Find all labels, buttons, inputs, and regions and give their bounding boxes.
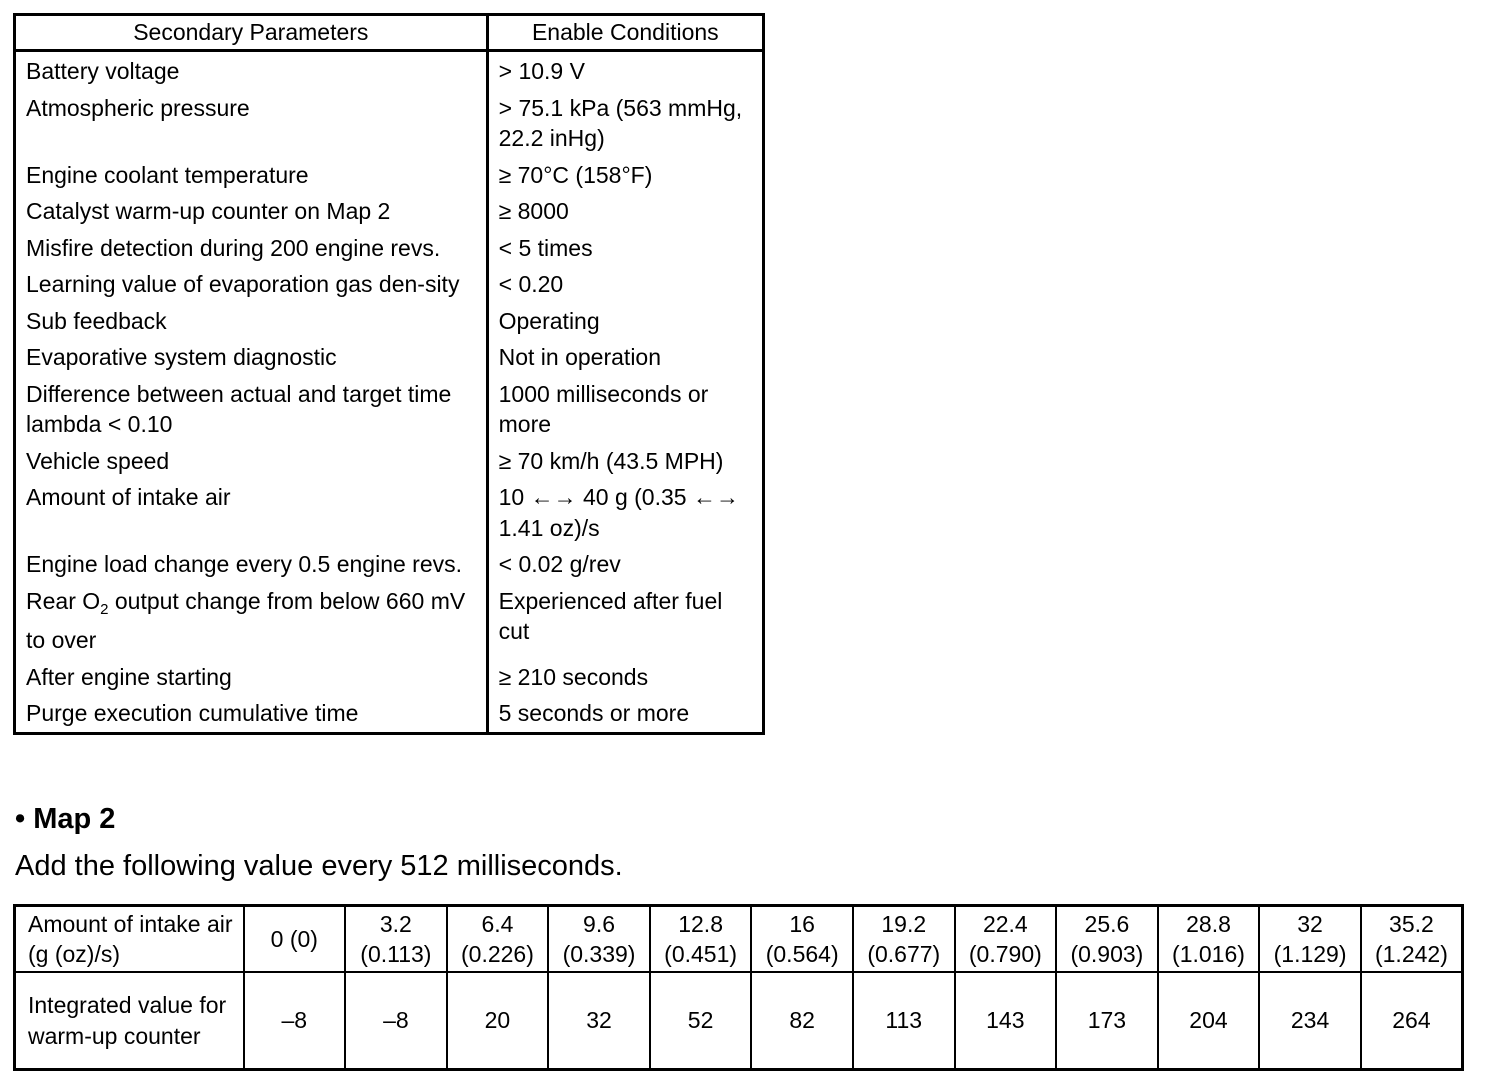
table-row — [15, 230, 764, 267]
column-header-enable-conditions: Enable Conditions — [487, 15, 763, 51]
intake-air-cell: 28.8 (1.016) — [1158, 906, 1260, 973]
table-row — [15, 376, 764, 443]
intake-air-cell: 19.2 (0.677) — [853, 906, 955, 973]
intake-air-cell: 25.6 (0.903) — [1056, 906, 1158, 973]
rear-o2-text-start: Rear O — [26, 587, 101, 614]
secondary-parameters-table — [13, 13, 765, 735]
table-header-row — [15, 15, 764, 51]
condition-cell: Operating — [498, 307, 600, 334]
integrated-value-cell: 20 — [447, 972, 549, 1070]
column-header-secondary-parameters: Secondary Parameters — [15, 15, 488, 51]
map-2-table — [13, 904, 1464, 1071]
condition-cell: Experienced after fuel cut — [498, 587, 723, 644]
parameter-cell: Learning value of evaporation gas den-sity — [15, 266, 488, 303]
condition-cell: < 0.02 g/rev — [498, 551, 621, 577]
integrated-value-cell: 234 — [1259, 972, 1361, 1070]
intake-air-cell: 16 (0.564) — [751, 906, 853, 973]
condition-cell: ≥ 70 km/h (43.5 MPH) — [498, 447, 724, 474]
condition-cell: 1000 milliseconds or more — [498, 380, 709, 437]
integrated-value-row — [15, 972, 1463, 1070]
table-row — [15, 546, 764, 583]
integrated-value-cell: 264 — [1361, 972, 1463, 1070]
parameter-cell: Engine coolant temperature — [15, 157, 488, 194]
parameter-cell: Catalyst warm-up counter on Map 2 — [15, 193, 488, 230]
integrated-value-cell: 113 — [853, 972, 955, 1070]
map-2-description: Add the following value every 512 milliseconds. — [15, 850, 623, 882]
condition-cell: ≥ 210 seconds — [498, 663, 649, 690]
intake-air-row-header: Amount of intake air (g (oz)/s) — [15, 906, 244, 973]
parameter-cell: Misfire detection during 200 engine revs. — [15, 230, 488, 267]
integrated-value-cell: 32 — [548, 972, 650, 1070]
condition-cell: < 5 times — [498, 234, 593, 261]
table-row — [15, 193, 764, 230]
parameter-cell: After engine starting — [15, 659, 488, 696]
parameter-cell: Battery voltage — [15, 51, 488, 90]
parameter-cell: Vehicle speed — [15, 443, 488, 480]
condition-cell: 10 ←→ 40 g (0.35 ←→ 1.41 oz)/s — [498, 484, 739, 541]
parameter-cell: Difference between actual and target time lambda < 0.10 — [15, 376, 488, 443]
parameter-cell-rear-o2 — [15, 583, 488, 659]
table-row — [15, 266, 764, 303]
integrated-value-cell: –8 — [345, 972, 447, 1070]
map-2-heading: • Map 2 — [15, 803, 116, 835]
table-row — [15, 659, 764, 696]
parameter-cell: Amount of intake air — [15, 479, 488, 546]
integrated-value-row-header: Integrated value for warm-up counter — [15, 972, 244, 1070]
intake-air-cell: 0 (0) — [244, 906, 346, 973]
integrated-value-cell: 52 — [650, 972, 752, 1070]
parameter-cell: Sub feedback — [15, 303, 488, 340]
condition-cell: Not in operation — [498, 344, 662, 370]
parameter-cell: Evaporative system diagnostic — [15, 339, 488, 376]
table-row — [15, 479, 764, 546]
intake-air-cell: 22.4 (0.790) — [955, 906, 1057, 973]
table-row — [15, 583, 764, 659]
intake-air-cell: 6.4 (0.226) — [447, 906, 549, 973]
table-row — [15, 443, 764, 480]
condition-cell: > 10.9 V — [498, 58, 585, 84]
intake-air-cell: 9.6 (0.339) — [548, 906, 650, 973]
condition-cell: > 75.1 kPa (563 mmHg, 22.2 inHg) — [498, 94, 743, 151]
intake-air-cell: 32 (1.129) — [1259, 906, 1361, 973]
parameter-cell: Atmospheric pressure — [15, 90, 488, 157]
condition-cell: 5 seconds or more — [498, 700, 690, 726]
intake-air-cell: 12.8 (0.451) — [650, 906, 752, 973]
intake-air-cell: 3.2 (0.113) — [345, 906, 447, 973]
integrated-value-cell: –8 — [244, 972, 346, 1070]
condition-cell: ≥ 8000 — [498, 198, 569, 224]
parameter-cell: Engine load change every 0.5 engine revs. — [15, 546, 488, 583]
parameter-cell: Purge execution cumulative time — [15, 695, 488, 733]
intake-air-row — [15, 906, 1463, 973]
intake-air-cell: 35.2 (1.242) — [1361, 906, 1463, 973]
table-row — [15, 51, 764, 90]
subscript-2: 2 — [100, 600, 109, 618]
integrated-value-cell: 82 — [751, 972, 853, 1070]
integrated-value-cell: 143 — [955, 972, 1057, 1070]
condition-cell: ≥ 70°C (158°F) — [498, 161, 653, 188]
table-row — [15, 339, 764, 376]
condition-cell: < 0.20 — [498, 271, 564, 297]
table-row — [15, 90, 764, 157]
integrated-value-cell: 204 — [1158, 972, 1260, 1070]
integrated-value-cell: 173 — [1056, 972, 1158, 1070]
rear-o2-text-end: output change from below 660 mV to over — [26, 587, 466, 653]
table-row — [15, 157, 764, 194]
table-row — [15, 695, 764, 733]
table-row — [15, 303, 764, 340]
